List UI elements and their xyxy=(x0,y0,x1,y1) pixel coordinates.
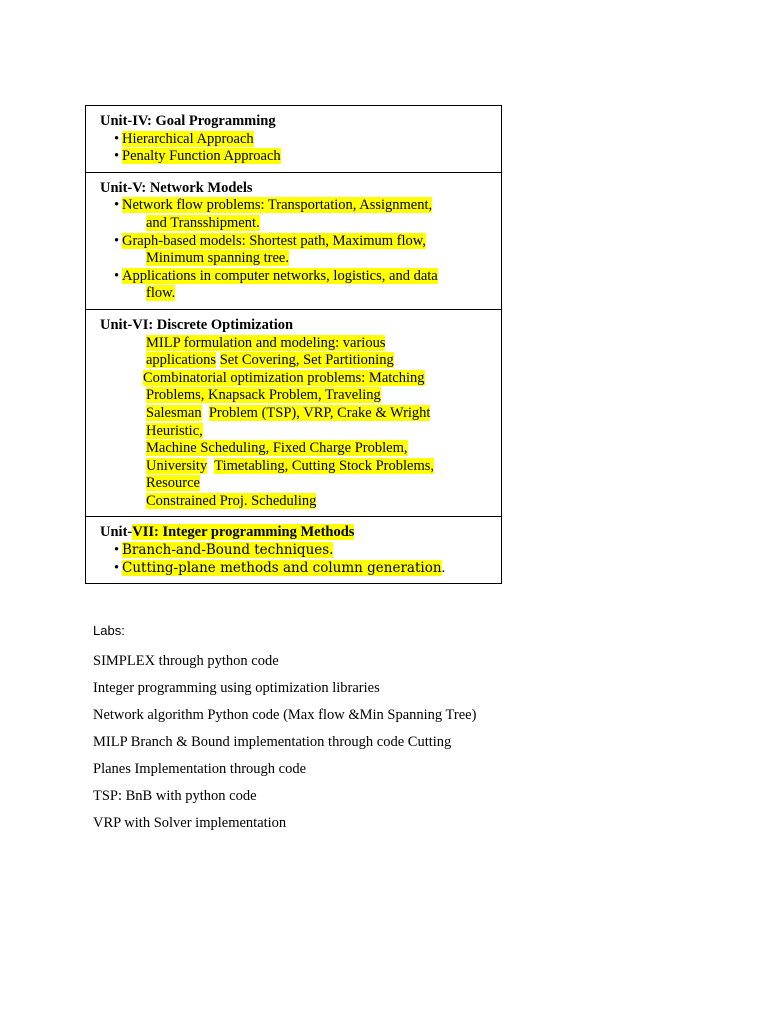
lab-item: Integer programming using optimization libraries xyxy=(93,680,380,696)
unit-cell xyxy=(86,309,502,517)
unit-title-rest: VII: Integer programming Methods xyxy=(132,524,355,541)
unit-cell xyxy=(86,517,502,584)
bullet-item xyxy=(100,148,491,166)
topic-text: Constrained Proj. Scheduling xyxy=(146,492,317,509)
bullet-dot: • xyxy=(114,232,120,249)
bullet-dot: • xyxy=(114,148,120,165)
topic-line xyxy=(100,493,491,511)
lab-item: VRP with Solver implementation xyxy=(93,815,287,831)
topic-text: Salesman xyxy=(146,404,202,421)
unit-row xyxy=(86,309,502,517)
unit-cell xyxy=(86,106,502,173)
topic-text: Resource xyxy=(146,475,200,492)
topic-line xyxy=(100,440,491,458)
bullet-text: Branch-and-Bound techniques. xyxy=(122,542,334,559)
topic-line xyxy=(100,423,491,441)
lab-item: Planes Implementation through code xyxy=(93,761,307,777)
bullet-item xyxy=(100,131,491,149)
unit-title-prefix: Unit- xyxy=(100,524,133,541)
bullet-text: Penalty Function Approach xyxy=(122,148,281,165)
bullet-continuation xyxy=(100,215,491,233)
bullet-text: flow. xyxy=(146,285,176,302)
bullet-text: Cutting-plane methods and column generation xyxy=(122,559,442,576)
bullet-text: Minimum spanning tree. xyxy=(146,250,289,267)
bullet-item xyxy=(100,233,491,251)
unit-title: Unit-V: Network Models xyxy=(100,179,253,196)
topic-line xyxy=(100,475,491,493)
lab-item: TSP: BnB with python code xyxy=(93,788,257,804)
bullet-dot: • xyxy=(114,197,120,214)
labs-section xyxy=(93,623,653,841)
bullet-text: Network flow problems: Transportation, Assignment, xyxy=(122,197,433,214)
topic-line xyxy=(100,458,491,476)
syllabus-table xyxy=(85,105,502,584)
bullet-continuation xyxy=(100,250,491,268)
topic-text: Combinatorial optimization problems: Matching xyxy=(143,369,425,386)
bullet-item xyxy=(100,197,491,215)
bullet-text: Graph-based models: Shortest path, Maximum flow, xyxy=(122,232,426,249)
unit-title: Unit-IV: Goal Programming xyxy=(100,113,276,129)
topic-text: Problems, Knapsack Problem, Traveling xyxy=(146,387,381,404)
lab-item: Network algorithm Python code (Max flow &Min Spanning Tree) xyxy=(93,707,477,723)
topic-text: Heuristic, xyxy=(146,422,203,439)
topic-line xyxy=(100,387,491,405)
lab-item: SIMPLEX through python code xyxy=(93,653,279,669)
bullet-dot: • xyxy=(114,559,120,576)
bullet-text: Applications in computer networks, logistics, and data xyxy=(122,267,438,284)
bullet-text: Hierarchical Approach xyxy=(122,130,254,147)
bullet-item xyxy=(100,542,491,560)
bullet-item xyxy=(100,268,491,286)
topic-line xyxy=(100,405,491,423)
bullet-tail: . xyxy=(441,559,446,576)
labs-title: Labs: xyxy=(93,623,125,638)
bullet-item xyxy=(100,560,491,578)
topic-line xyxy=(100,335,491,353)
lab-item: MILP Branch & Bound implementation through code Cutting xyxy=(93,734,452,750)
topic-text: Machine Scheduling, Fixed Charge Problem, xyxy=(146,440,408,457)
topic-line xyxy=(100,370,491,388)
topic-text: applications xyxy=(146,352,217,369)
unit-row xyxy=(86,106,502,173)
bullet-text: and Transshipment. xyxy=(146,214,260,231)
bullet-dot: • xyxy=(114,267,120,284)
topic-text: Problem (TSP), VRP, Crake & Wright xyxy=(208,404,431,421)
bullet-dot: • xyxy=(114,542,120,559)
unit-row xyxy=(86,172,502,309)
unit-title: Unit-VI: Discrete Optimization xyxy=(100,316,294,333)
topic-text: Set Covering, Set Partitioning xyxy=(219,352,394,369)
topic-line xyxy=(100,352,491,370)
unit-title xyxy=(100,524,491,542)
topic-text: Timetabling, Cutting Stock Problems, xyxy=(214,457,435,474)
topic-text: MILP formulation and modeling: various xyxy=(146,334,386,351)
bullet-dot: • xyxy=(114,130,120,147)
topic-text: University xyxy=(146,457,208,474)
bullet-continuation xyxy=(100,285,491,303)
unit-row xyxy=(86,517,502,584)
unit-cell xyxy=(86,172,502,309)
